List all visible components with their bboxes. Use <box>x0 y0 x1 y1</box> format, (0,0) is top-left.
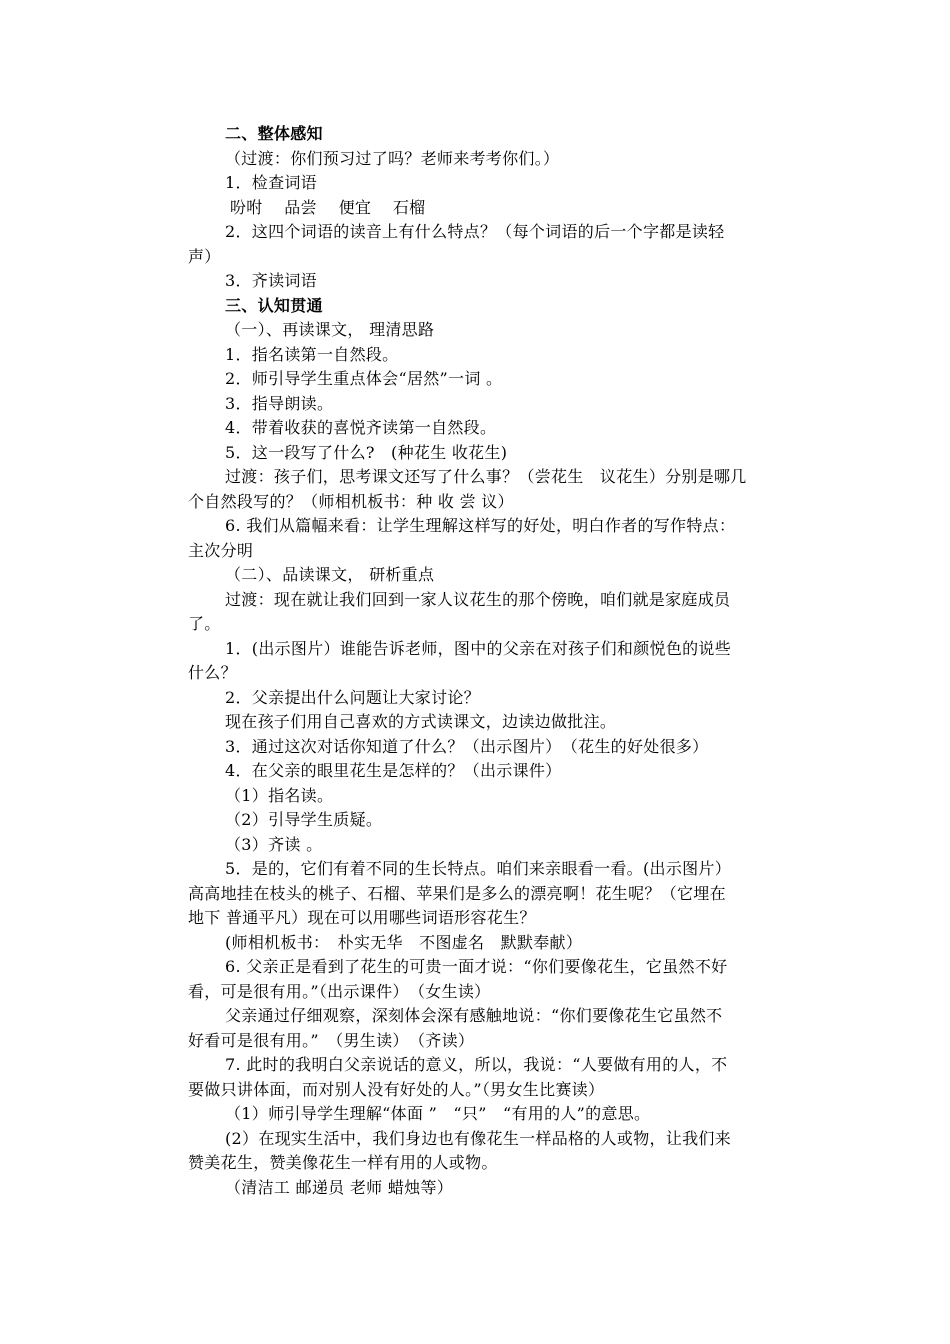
text-line: 2．师引导学生重点体会“居然”一词 。 <box>225 369 503 388</box>
text-line: 个自然段写的？（师相机板书：种 收 尝 议） <box>188 491 514 511</box>
section-heading: 二、整体感知 <box>225 124 323 143</box>
text-line: （清洁工 邮递员 老师 蜡烛等） <box>225 1177 454 1197</box>
text-line: 1．检查词语 <box>225 173 317 192</box>
text-line: （3）齐读 。 <box>225 834 323 854</box>
text-line: 6. 我们从篇幅来看：让学生理解这样写的好处，明白作者的写作特点： <box>225 516 736 535</box>
text-line: （1）师引导学生理解“体面 ” “只” “有用的人”的意思。 <box>225 1104 651 1123</box>
text-line: 3．通过这次对话你知道了什么？（出示图片） （花生的好处很多） <box>225 736 709 756</box>
text-line: 2．父亲提出什么问题让大家讨论？ <box>225 687 480 707</box>
text-line: 好看可是很有用。” （男生读） （齐读） <box>188 1030 475 1050</box>
text-line: （2）引导学生质疑。 <box>225 810 383 829</box>
text-line: （过渡：你们预习过了吗？老师来考考你们。） <box>225 148 560 168</box>
text-line: 3．指导朗读。 <box>225 393 334 413</box>
text-line: 5．这一段写了什么? (种花生 收花生) <box>225 442 508 462</box>
text-line: 过渡：现在就让我们回到一家人议花生的那个傍晚，咱们就是家庭成员 <box>225 589 731 609</box>
text-line: 了。 <box>188 614 221 633</box>
text-line: 1．指名读第一自然段。 <box>225 344 399 364</box>
text-line: 6. 父亲正是看到了花生的可贵一面才说：“你们要像花生，它虽然不好 <box>225 957 728 976</box>
document-page <box>188 122 808 1200</box>
text-line: 赞美花生，赞美像花生一样有用的人或物。 <box>188 1153 498 1172</box>
text-line: 地下 普通平凡）现在可以用哪些词语形容花生？ <box>188 908 536 927</box>
text-line: 声） <box>188 246 221 266</box>
text-line: (师相机板书： 朴实无华 不图虚名 默默奉献） <box>225 932 583 952</box>
text-line: 2．这四个词语的读音上有什么特点？（每个词语的后一个字都是读轻 <box>225 222 725 241</box>
text-line: 1．(出示图片）谁能告诉老师，图中的父亲在对孩子们和颜悦色的说些 <box>225 638 732 658</box>
text-line: 吩咐 品尝 便宜 石榴 <box>230 197 426 217</box>
text-line: (2）在现实生活中，我们身边也有像花生一样品格的人或物，让我们来 <box>225 1128 732 1148</box>
text-line: 父亲通过仔细观察，深刻体会深有感触地说：“你们要像花生它虽然不 <box>225 1006 723 1025</box>
text-line: 7. 此时的我明白父亲说话的意义，所以，我说：“人要做有用的人，不 <box>225 1055 728 1074</box>
text-line: 看，可是很有用。”（出示课件） （女生读） <box>188 981 491 1001</box>
text-line: 要做只讲体面，而对别人没有好处的人。”（男女生比赛读） <box>188 1079 605 1099</box>
text-line: 5．是的，它们有着不同的生长特点。咱们来亲眼看一看。(出示图片） <box>225 859 732 878</box>
text-line: 什么？ <box>188 663 237 682</box>
text-line: 过渡：孩子们，思考课文还写了什么事？（尝花生 议花生）分别是哪几 <box>225 467 747 486</box>
text-line: 主次分明 <box>188 540 254 560</box>
text-line: 4．在父亲的眼里花生是怎样的？（出示课件） <box>225 761 562 780</box>
text-line: 现在孩子们用自己喜欢的方式读课文，边读边做批注。 <box>225 712 617 731</box>
text-line: 4．带着收获的喜悦齐读第一自然段。 <box>225 418 497 437</box>
text-line: （一）、再读课文， 理清思路 <box>225 320 435 339</box>
text-line: （二）、品读课文， 研析重点 <box>225 565 435 584</box>
text-line: （1）指名读。 <box>225 785 334 805</box>
section-heading: 三、认知贯通 <box>225 295 323 315</box>
text-line: 3．齐读词语 <box>225 271 317 290</box>
text-line: 高高地挂在枝头的桃子、石榴、苹果们是多么的漂亮啊！花生呢？（它埋在 <box>188 883 726 903</box>
